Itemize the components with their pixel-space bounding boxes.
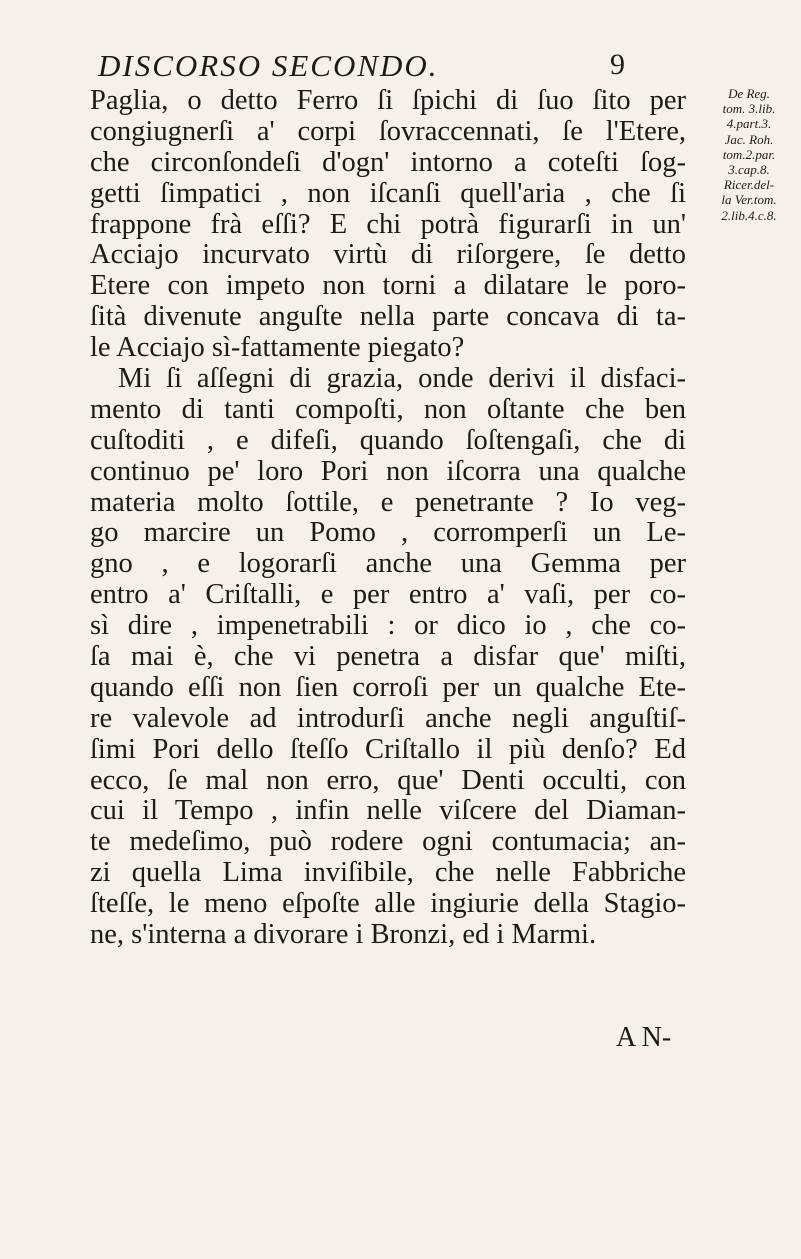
margin-note: la Ver.tom. <box>721 192 777 208</box>
text-line: ſa mai è, che vi penetra a disfar que' miſti, <box>90 641 686 673</box>
margin-note: 3.cap.8. <box>728 162 770 178</box>
text-line: te medeſimo, può rodere ogni contumacia; an- <box>90 826 686 858</box>
margin-note: tom.2.par. <box>722 146 776 162</box>
page-number: 9 <box>610 48 625 81</box>
margin-note: tom. 3.lib. <box>722 101 776 117</box>
text-line: ſteſſe, le meno eſpoſte alle ingiurie della Stagio- <box>90 888 686 920</box>
text-line: le Acciajo sì-fattamente piegato? <box>90 332 465 364</box>
margin-notes <box>703 86 795 223</box>
margin-note: De Reg. <box>728 86 770 101</box>
margin-note: Jac. Roh. <box>724 131 774 147</box>
text-line: entro a' Criſtalli, e per entro a' vaſi, per co- <box>90 579 686 611</box>
body-text <box>90 86 686 951</box>
margin-note: 2.lib.4.c.8. <box>721 207 777 223</box>
text-line: continuo pe' loro Pori non iſcorra una qualche <box>90 455 686 487</box>
text-line: re valevole ad introdurſi anche negli anguſtiſ- <box>90 702 686 734</box>
margin-note: 4.part.3. <box>726 116 772 132</box>
text-line: ſimi Pori dello ſteſſo Criſtallo il più denſo? Ed <box>90 733 686 765</box>
text-line: Paglia, o detto Ferro ſi ſpichi di ſuo ſito per <box>90 85 686 116</box>
text-line: cuſtoditi , e difeſi, quando ſoſtengaſi, che di <box>90 424 686 456</box>
text-line: ſità divenute anguſte nella parte concava di ta- <box>90 301 686 333</box>
text-line: frappone frà eſſi? E chi potrà figurarſi in un' <box>90 208 686 240</box>
text-line: quando eſſi non ſien corroſi per un qualche Ete- <box>90 671 686 703</box>
text-line: sì dire , impenetrabili : or dico io , che co- <box>90 610 686 642</box>
text-line: getti ſimpatici , non iſcanſi quell'aria , che ſi <box>90 177 686 209</box>
text-line: ecco, ſe mal non erro, que' Denti occulti, con <box>90 764 686 796</box>
text-line: zi quella Lima inviſibile, che nelle Fabbriche <box>90 857 686 889</box>
margin-note: Ricer.del- <box>723 177 775 193</box>
running-title: DISCORSO SECONDO. <box>98 48 439 83</box>
page-header <box>90 48 710 88</box>
text-line: cui il Tempo , infin nelle viſcere del Diaman- <box>90 795 686 827</box>
text-line: Etere con impeto non torni a dilatare le poro- <box>90 270 686 302</box>
catchword: A N- <box>616 1022 672 1053</box>
text-line: Acciajo incurvato virtù di riſorgere, ſe detto <box>90 239 686 271</box>
text-line: materia molto ſottile, e penetrante ? Io veg- <box>90 486 686 518</box>
text-line: congiugnerſi a' corpi ſovraccennati, ſe l'Etere, <box>90 115 686 147</box>
text-line: gno , e logorarſi anche una Gemma per <box>90 548 686 580</box>
text-line: che circonſondeſi d'ogn' intorno a coteſti ſog- <box>90 146 686 178</box>
text-line: ne, s'interna a divorare i Bronzi, ed i Marmi. <box>90 919 597 951</box>
text-line: Mi ſi aſſegni di grazia, onde derivi il disfaci- <box>118 363 686 395</box>
text-line: go marcire un Pomo , corromperſi un Le- <box>90 517 686 549</box>
text-line: mento di tanti compoſti, non oſtante che ben <box>90 393 686 425</box>
